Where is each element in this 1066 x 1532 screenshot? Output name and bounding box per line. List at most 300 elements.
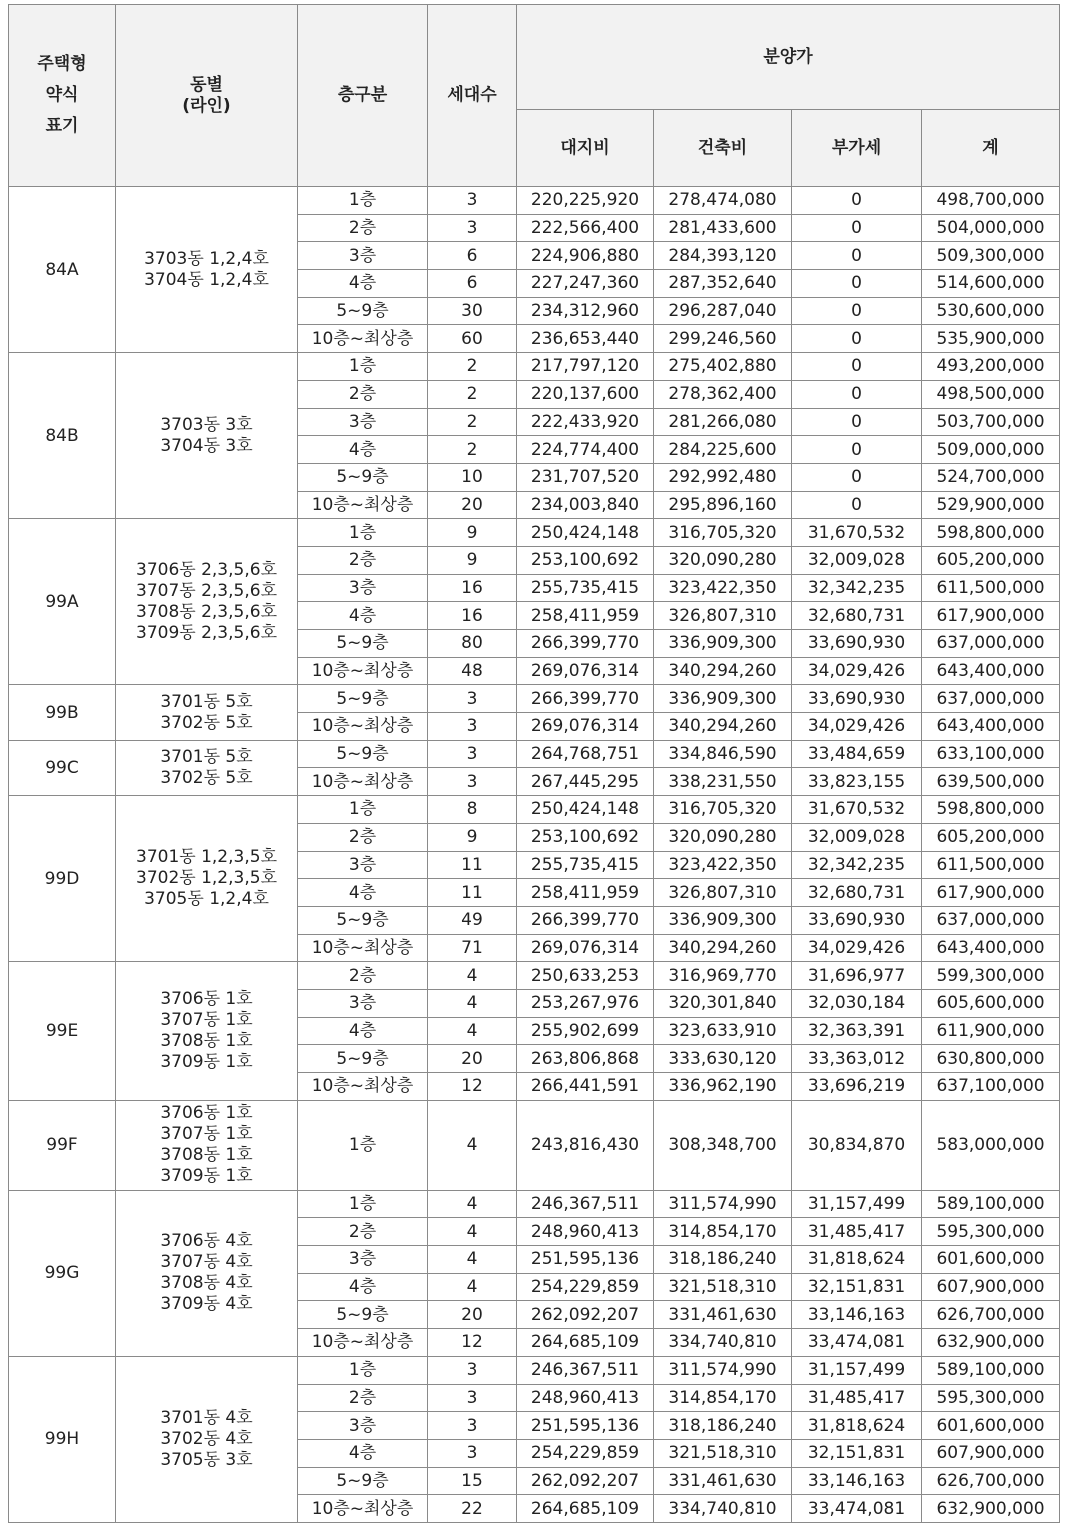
vat-cell: 31,696,977 — [792, 962, 922, 990]
units-cell: 4 — [428, 1246, 517, 1274]
building-cost-cell: 320,090,280 — [654, 546, 792, 574]
dong-line: 3703동 1,2,4호 — [144, 248, 269, 269]
land-cost-cell: 254,229,859 — [517, 1273, 654, 1301]
building-cost-cell: 308,348,700 — [654, 1100, 792, 1190]
type-cell: 99D — [9, 796, 116, 962]
vat-cell: 33,146,163 — [792, 1467, 922, 1495]
vat-cell: 0 — [792, 491, 922, 519]
floor-cell: 3층 — [298, 408, 428, 436]
type-cell: 84B — [9, 353, 116, 519]
land-cost-cell: 231,707,520 — [517, 463, 654, 491]
floor-cell: 3층 — [298, 574, 428, 602]
units-cell: 2 — [428, 408, 517, 436]
building-cost-cell: 295,896,160 — [654, 491, 792, 519]
table-row — [9, 796, 1066, 824]
dong-line: 3708동 4호 — [160, 1273, 253, 1294]
floor-cell: 4층 — [298, 1017, 428, 1045]
units-cell: 6 — [428, 242, 517, 270]
total-price-cell: 626,700,000 — [922, 1301, 1060, 1329]
building-cost-cell: 336,962,190 — [654, 1073, 792, 1101]
units-cell: 3 — [428, 768, 517, 796]
dong-line: 3707동 1호 — [160, 1124, 253, 1145]
total-price-cell: 626,700,000 — [922, 1467, 1060, 1495]
floor-cell: 2층 — [298, 1218, 428, 1246]
vat-cell: 33,690,930 — [792, 630, 922, 658]
total-price-cell: 607,900,000 — [922, 1273, 1060, 1301]
total-price-cell: 503,700,000 — [922, 408, 1060, 436]
units-cell: 4 — [428, 1273, 517, 1301]
table-edge — [1060, 463, 1066, 491]
total-price-cell: 643,400,000 — [922, 713, 1060, 741]
building-cost-cell: 278,474,080 — [654, 187, 792, 215]
units-cell: 3 — [428, 713, 517, 741]
floor-cell: 1층 — [298, 1356, 428, 1384]
vat-cell: 34,029,426 — [792, 713, 922, 741]
land-cost-cell: 220,225,920 — [517, 187, 654, 215]
building-cost-cell: 334,740,810 — [654, 1329, 792, 1357]
table-edge — [1060, 380, 1066, 408]
table-edge — [1060, 934, 1066, 962]
vat-cell: 32,151,831 — [792, 1439, 922, 1467]
land-cost-cell: 255,902,699 — [517, 1017, 654, 1045]
table-edge — [1060, 491, 1066, 519]
table-edge — [1060, 657, 1066, 685]
table-edge — [1060, 546, 1066, 574]
vat-cell: 32,342,235 — [792, 574, 922, 602]
units-cell: 3 — [428, 685, 517, 713]
header-dong-line: 동별 — [190, 74, 223, 95]
land-cost-cell: 250,633,253 — [517, 962, 654, 990]
floor-cell: 2층 — [298, 1384, 428, 1412]
total-price-cell: 611,900,000 — [922, 1017, 1060, 1045]
vat-cell: 31,485,417 — [792, 1218, 922, 1246]
building-cost-cell: 320,090,280 — [654, 823, 792, 851]
sale-price-table — [8, 4, 1066, 1523]
floor-cell: 10층~최상층 — [298, 657, 428, 685]
dong-line: 3701동 4호 — [160, 1407, 253, 1428]
units-cell: 16 — [428, 602, 517, 630]
floor-cell: 5~9층 — [298, 1467, 428, 1495]
table-edge — [1060, 989, 1066, 1017]
units-cell: 4 — [428, 1190, 517, 1218]
land-cost-cell: 246,367,511 — [517, 1190, 654, 1218]
dong-line: 3701동 5호 — [160, 691, 253, 712]
total-price-cell: 498,700,000 — [922, 187, 1060, 215]
building-cost-cell: 326,807,310 — [654, 602, 792, 630]
total-price-cell: 535,900,000 — [922, 325, 1060, 353]
table-edge — [1060, 602, 1066, 630]
total-price-cell: 529,900,000 — [922, 491, 1060, 519]
table-edge — [1060, 110, 1066, 187]
dong-line: 3707동 2,3,5,6호 — [136, 580, 277, 601]
units-cell: 12 — [428, 1329, 517, 1357]
units-cell: 3 — [428, 1356, 517, 1384]
table-edge — [1060, 1301, 1066, 1329]
building-cost-cell: 320,301,840 — [654, 989, 792, 1017]
total-price-cell: 611,500,000 — [922, 574, 1060, 602]
vat-cell: 32,342,235 — [792, 851, 922, 879]
units-cell: 4 — [428, 1017, 517, 1045]
table-edge — [1060, 1218, 1066, 1246]
land-cost-cell: 217,797,120 — [517, 353, 654, 381]
building-cost-cell: 336,909,300 — [654, 906, 792, 934]
dong-cell — [116, 1190, 298, 1356]
dong-line: 3709동 2,3,5,6호 — [136, 622, 277, 643]
vat-cell: 0 — [792, 214, 922, 242]
vat-cell: 31,670,532 — [792, 796, 922, 824]
total-price-cell: 637,000,000 — [922, 685, 1060, 713]
units-cell: 60 — [428, 325, 517, 353]
building-cost-cell: 316,705,320 — [654, 796, 792, 824]
table-edge — [1060, 436, 1066, 464]
units-cell: 80 — [428, 630, 517, 658]
table-edge — [1060, 1356, 1066, 1384]
units-cell: 9 — [428, 823, 517, 851]
table-edge — [1060, 353, 1066, 381]
floor-cell: 5~9층 — [298, 297, 428, 325]
floor-cell: 4층 — [298, 1439, 428, 1467]
table-edge — [1060, 1439, 1066, 1467]
building-cost-cell: 281,266,080 — [654, 408, 792, 436]
vat-cell: 30,834,870 — [792, 1100, 922, 1190]
building-cost-cell: 321,518,310 — [654, 1273, 792, 1301]
table-edge — [1060, 823, 1066, 851]
dong-line: 3705동 1,2,4호 — [144, 889, 269, 910]
land-cost-cell: 224,774,400 — [517, 436, 654, 464]
table-edge — [1060, 574, 1066, 602]
building-cost-cell: 323,422,350 — [654, 851, 792, 879]
vat-cell: 32,680,731 — [792, 602, 922, 630]
dong-line: 3701동 1,2,3,5호 — [136, 847, 277, 868]
land-cost-cell: 266,399,770 — [517, 906, 654, 934]
dong-cell — [116, 685, 298, 740]
units-cell: 2 — [428, 353, 517, 381]
dong-line: 3704동 3호 — [160, 435, 253, 456]
vat-cell: 33,696,219 — [792, 1073, 922, 1101]
floor-cell: 4층 — [298, 436, 428, 464]
dong-line: 3707동 4호 — [160, 1252, 253, 1273]
table-edge — [1060, 242, 1066, 270]
table-edge — [1060, 962, 1066, 990]
building-cost-cell: 314,854,170 — [654, 1218, 792, 1246]
total-price-cell: 493,200,000 — [922, 353, 1060, 381]
units-cell: 3 — [428, 1439, 517, 1467]
building-cost-cell: 331,461,630 — [654, 1467, 792, 1495]
units-cell: 49 — [428, 906, 517, 934]
total-price-cell: 611,500,000 — [922, 851, 1060, 879]
table-row — [9, 962, 1066, 990]
vat-cell: 0 — [792, 187, 922, 215]
units-cell: 3 — [428, 187, 517, 215]
floor-cell: 5~9층 — [298, 630, 428, 658]
vat-cell: 32,151,831 — [792, 1273, 922, 1301]
dong-cell — [116, 519, 298, 685]
units-cell: 9 — [428, 519, 517, 547]
table-edge — [1060, 713, 1066, 741]
land-cost-cell: 264,685,109 — [517, 1329, 654, 1357]
vat-cell: 31,157,499 — [792, 1356, 922, 1384]
header-units: 세대수 — [428, 5, 517, 187]
land-cost-cell: 266,441,591 — [517, 1073, 654, 1101]
units-cell: 10 — [428, 463, 517, 491]
header-type — [9, 5, 116, 187]
building-cost-cell: 299,246,560 — [654, 325, 792, 353]
vat-cell: 0 — [792, 242, 922, 270]
units-cell: 20 — [428, 1045, 517, 1073]
vat-cell: 32,363,391 — [792, 1017, 922, 1045]
building-cost-cell: 284,225,600 — [654, 436, 792, 464]
land-cost-cell: 253,100,692 — [517, 823, 654, 851]
header-type-line: 약식 — [45, 85, 79, 105]
table-edge — [1060, 187, 1066, 215]
land-cost-cell: 250,424,148 — [517, 519, 654, 547]
units-cell: 6 — [428, 270, 517, 298]
floor-cell: 5~9층 — [298, 463, 428, 491]
vat-cell: 33,823,155 — [792, 768, 922, 796]
header-type-line: 표기 — [45, 116, 79, 136]
table-edge — [1060, 1073, 1066, 1101]
building-cost-cell: 340,294,260 — [654, 934, 792, 962]
building-cost-cell: 323,422,350 — [654, 574, 792, 602]
dong-line: 3707동 1호 — [160, 1009, 253, 1030]
floor-cell: 1층 — [298, 1100, 428, 1190]
total-price-cell: 598,800,000 — [922, 519, 1060, 547]
total-price-cell: 504,000,000 — [922, 214, 1060, 242]
table-edge — [1060, 1329, 1066, 1357]
land-cost-cell: 263,806,868 — [517, 1045, 654, 1073]
table-edge — [1060, 740, 1066, 768]
table-edge — [1060, 325, 1066, 353]
land-cost-cell: 222,566,400 — [517, 214, 654, 242]
dong-cell — [116, 353, 298, 519]
header-total: 계 — [922, 110, 1060, 187]
total-price-cell: 632,900,000 — [922, 1495, 1060, 1523]
land-cost-cell: 269,076,314 — [517, 657, 654, 685]
table-row — [9, 187, 1066, 215]
vat-cell: 0 — [792, 463, 922, 491]
building-cost-cell: 311,574,990 — [654, 1356, 792, 1384]
floor-cell: 2층 — [298, 546, 428, 574]
total-price-cell: 633,100,000 — [922, 740, 1060, 768]
building-cost-cell: 326,807,310 — [654, 879, 792, 907]
total-price-cell: 589,100,000 — [922, 1356, 1060, 1384]
floor-cell: 3층 — [298, 1246, 428, 1274]
building-cost-cell: 338,231,550 — [654, 768, 792, 796]
units-cell: 11 — [428, 879, 517, 907]
floor-cell: 1층 — [298, 187, 428, 215]
vat-cell: 0 — [792, 325, 922, 353]
type-cell: 99G — [9, 1190, 116, 1356]
units-cell: 22 — [428, 1495, 517, 1523]
floor-cell: 2층 — [298, 962, 428, 990]
land-cost-cell: 234,003,840 — [517, 491, 654, 519]
land-cost-cell: 243,816,430 — [517, 1100, 654, 1190]
total-price-cell: 632,900,000 — [922, 1329, 1060, 1357]
vat-cell: 0 — [792, 436, 922, 464]
land-cost-cell: 227,247,360 — [517, 270, 654, 298]
vat-cell: 32,009,028 — [792, 546, 922, 574]
dong-line: 3705동 3호 — [160, 1449, 253, 1470]
dong-line: 3706동 1호 — [160, 1103, 253, 1124]
total-price-cell: 639,500,000 — [922, 768, 1060, 796]
building-cost-cell: 275,402,880 — [654, 353, 792, 381]
table-edge — [1060, 519, 1066, 547]
land-cost-cell: 220,137,600 — [517, 380, 654, 408]
building-cost-cell: 340,294,260 — [654, 713, 792, 741]
total-price-cell: 601,600,000 — [922, 1412, 1060, 1440]
floor-cell: 5~9층 — [298, 906, 428, 934]
land-cost-cell: 269,076,314 — [517, 713, 654, 741]
floor-cell: 3층 — [298, 989, 428, 1017]
total-price-cell: 617,900,000 — [922, 879, 1060, 907]
price-table-body — [9, 187, 1066, 1523]
dong-line: 3706동 1호 — [160, 988, 253, 1009]
building-cost-cell: 281,433,600 — [654, 214, 792, 242]
type-cell: 99F — [9, 1100, 116, 1190]
vat-cell: 33,690,930 — [792, 906, 922, 934]
total-price-cell: 595,300,000 — [922, 1218, 1060, 1246]
header-vat: 부가세 — [792, 110, 922, 187]
type-cell: 99A — [9, 519, 116, 685]
floor-cell: 4층 — [298, 270, 428, 298]
vat-cell: 0 — [792, 380, 922, 408]
land-cost-cell: 267,445,295 — [517, 768, 654, 796]
land-cost-cell: 253,267,976 — [517, 989, 654, 1017]
price-table-container — [8, 4, 1066, 1523]
floor-cell: 4층 — [298, 1273, 428, 1301]
units-cell: 20 — [428, 1301, 517, 1329]
floor-cell: 2층 — [298, 380, 428, 408]
header-floor: 층구분 — [298, 5, 428, 187]
table-edge — [1060, 851, 1066, 879]
vat-cell: 34,029,426 — [792, 657, 922, 685]
total-price-cell: 598,800,000 — [922, 796, 1060, 824]
table-edge — [1060, 1100, 1066, 1190]
floor-cell: 1층 — [298, 353, 428, 381]
building-cost-cell: 318,186,240 — [654, 1412, 792, 1440]
table-edge — [1060, 270, 1066, 298]
units-cell: 11 — [428, 851, 517, 879]
building-cost-cell: 334,846,590 — [654, 740, 792, 768]
floor-cell: 10층~최상층 — [298, 1329, 428, 1357]
table-edge — [1060, 630, 1066, 658]
table-edge — [1060, 1412, 1066, 1440]
dong-line: 3703동 3호 — [160, 414, 253, 435]
land-cost-cell: 224,906,880 — [517, 242, 654, 270]
building-cost-cell: 334,740,810 — [654, 1495, 792, 1523]
building-cost-cell: 323,633,910 — [654, 1017, 792, 1045]
floor-cell: 10층~최상층 — [298, 768, 428, 796]
land-cost-cell: 266,399,770 — [517, 685, 654, 713]
floor-cell: 3층 — [298, 242, 428, 270]
units-cell: 12 — [428, 1073, 517, 1101]
dong-line: 3702동 5호 — [160, 712, 253, 733]
total-price-cell: 514,600,000 — [922, 270, 1060, 298]
total-price-cell: 599,300,000 — [922, 962, 1060, 990]
units-cell: 30 — [428, 297, 517, 325]
floor-cell: 3층 — [298, 1412, 428, 1440]
table-edge — [1060, 906, 1066, 934]
land-cost-cell: 248,960,413 — [517, 1218, 654, 1246]
building-cost-cell: 336,909,300 — [654, 685, 792, 713]
floor-cell: 10층~최상층 — [298, 1495, 428, 1523]
vat-cell: 0 — [792, 408, 922, 436]
total-price-cell: 509,000,000 — [922, 436, 1060, 464]
vat-cell: 31,670,532 — [792, 519, 922, 547]
total-price-cell: 595,300,000 — [922, 1384, 1060, 1412]
table-row — [9, 519, 1066, 547]
land-cost-cell: 264,685,109 — [517, 1495, 654, 1523]
land-cost-cell: 262,092,207 — [517, 1467, 654, 1495]
vat-cell: 32,009,028 — [792, 823, 922, 851]
dong-line: 3706동 4호 — [160, 1231, 253, 1252]
dong-cell — [116, 962, 298, 1100]
floor-cell: 1층 — [298, 519, 428, 547]
units-cell: 2 — [428, 380, 517, 408]
total-price-cell: 607,900,000 — [922, 1439, 1060, 1467]
total-price-cell: 605,200,000 — [922, 823, 1060, 851]
total-price-cell: 617,900,000 — [922, 602, 1060, 630]
table-edge — [1060, 1495, 1066, 1523]
units-cell: 4 — [428, 1218, 517, 1246]
table-row — [9, 1100, 1066, 1190]
total-price-cell: 583,000,000 — [922, 1100, 1060, 1190]
table-edge — [1060, 796, 1066, 824]
land-cost-cell: 251,595,136 — [517, 1412, 654, 1440]
vat-cell: 33,484,659 — [792, 740, 922, 768]
table-edge — [1060, 768, 1066, 796]
land-cost-cell: 258,411,959 — [517, 879, 654, 907]
vat-cell: 31,818,624 — [792, 1246, 922, 1274]
table-row — [9, 685, 1066, 713]
vat-cell: 33,474,081 — [792, 1495, 922, 1523]
type-cell: 99B — [9, 685, 116, 740]
floor-cell: 10층~최상층 — [298, 491, 428, 519]
dong-cell — [116, 1100, 298, 1190]
land-cost-cell: 262,092,207 — [517, 1301, 654, 1329]
building-cost-cell: 316,969,770 — [654, 962, 792, 990]
dong-line: 3709동 1호 — [160, 1051, 253, 1072]
land-cost-cell: 266,399,770 — [517, 630, 654, 658]
units-cell: 71 — [428, 934, 517, 962]
floor-cell: 2층 — [298, 823, 428, 851]
vat-cell: 31,157,499 — [792, 1190, 922, 1218]
floor-cell: 3층 — [298, 851, 428, 879]
land-cost-cell: 254,229,859 — [517, 1439, 654, 1467]
units-cell: 8 — [428, 796, 517, 824]
total-price-cell: 524,700,000 — [922, 463, 1060, 491]
floor-cell: 4층 — [298, 602, 428, 630]
type-cell: 99H — [9, 1356, 116, 1522]
land-cost-cell: 255,735,415 — [517, 851, 654, 879]
building-cost-cell: 336,909,300 — [654, 630, 792, 658]
building-cost-cell: 292,992,480 — [654, 463, 792, 491]
units-cell: 2 — [428, 436, 517, 464]
total-price-cell: 643,400,000 — [922, 934, 1060, 962]
dong-cell — [116, 187, 298, 353]
table-edge — [1060, 1467, 1066, 1495]
vat-cell: 32,680,731 — [792, 879, 922, 907]
table-edge — [1060, 5, 1066, 110]
floor-cell: 5~9층 — [298, 1045, 428, 1073]
total-price-cell: 637,000,000 — [922, 906, 1060, 934]
dong-cell — [116, 1356, 298, 1522]
vat-cell: 32,030,184 — [792, 989, 922, 1017]
vat-cell: 34,029,426 — [792, 934, 922, 962]
total-price-cell: 498,500,000 — [922, 380, 1060, 408]
land-cost-cell: 250,424,148 — [517, 796, 654, 824]
total-price-cell: 637,100,000 — [922, 1073, 1060, 1101]
